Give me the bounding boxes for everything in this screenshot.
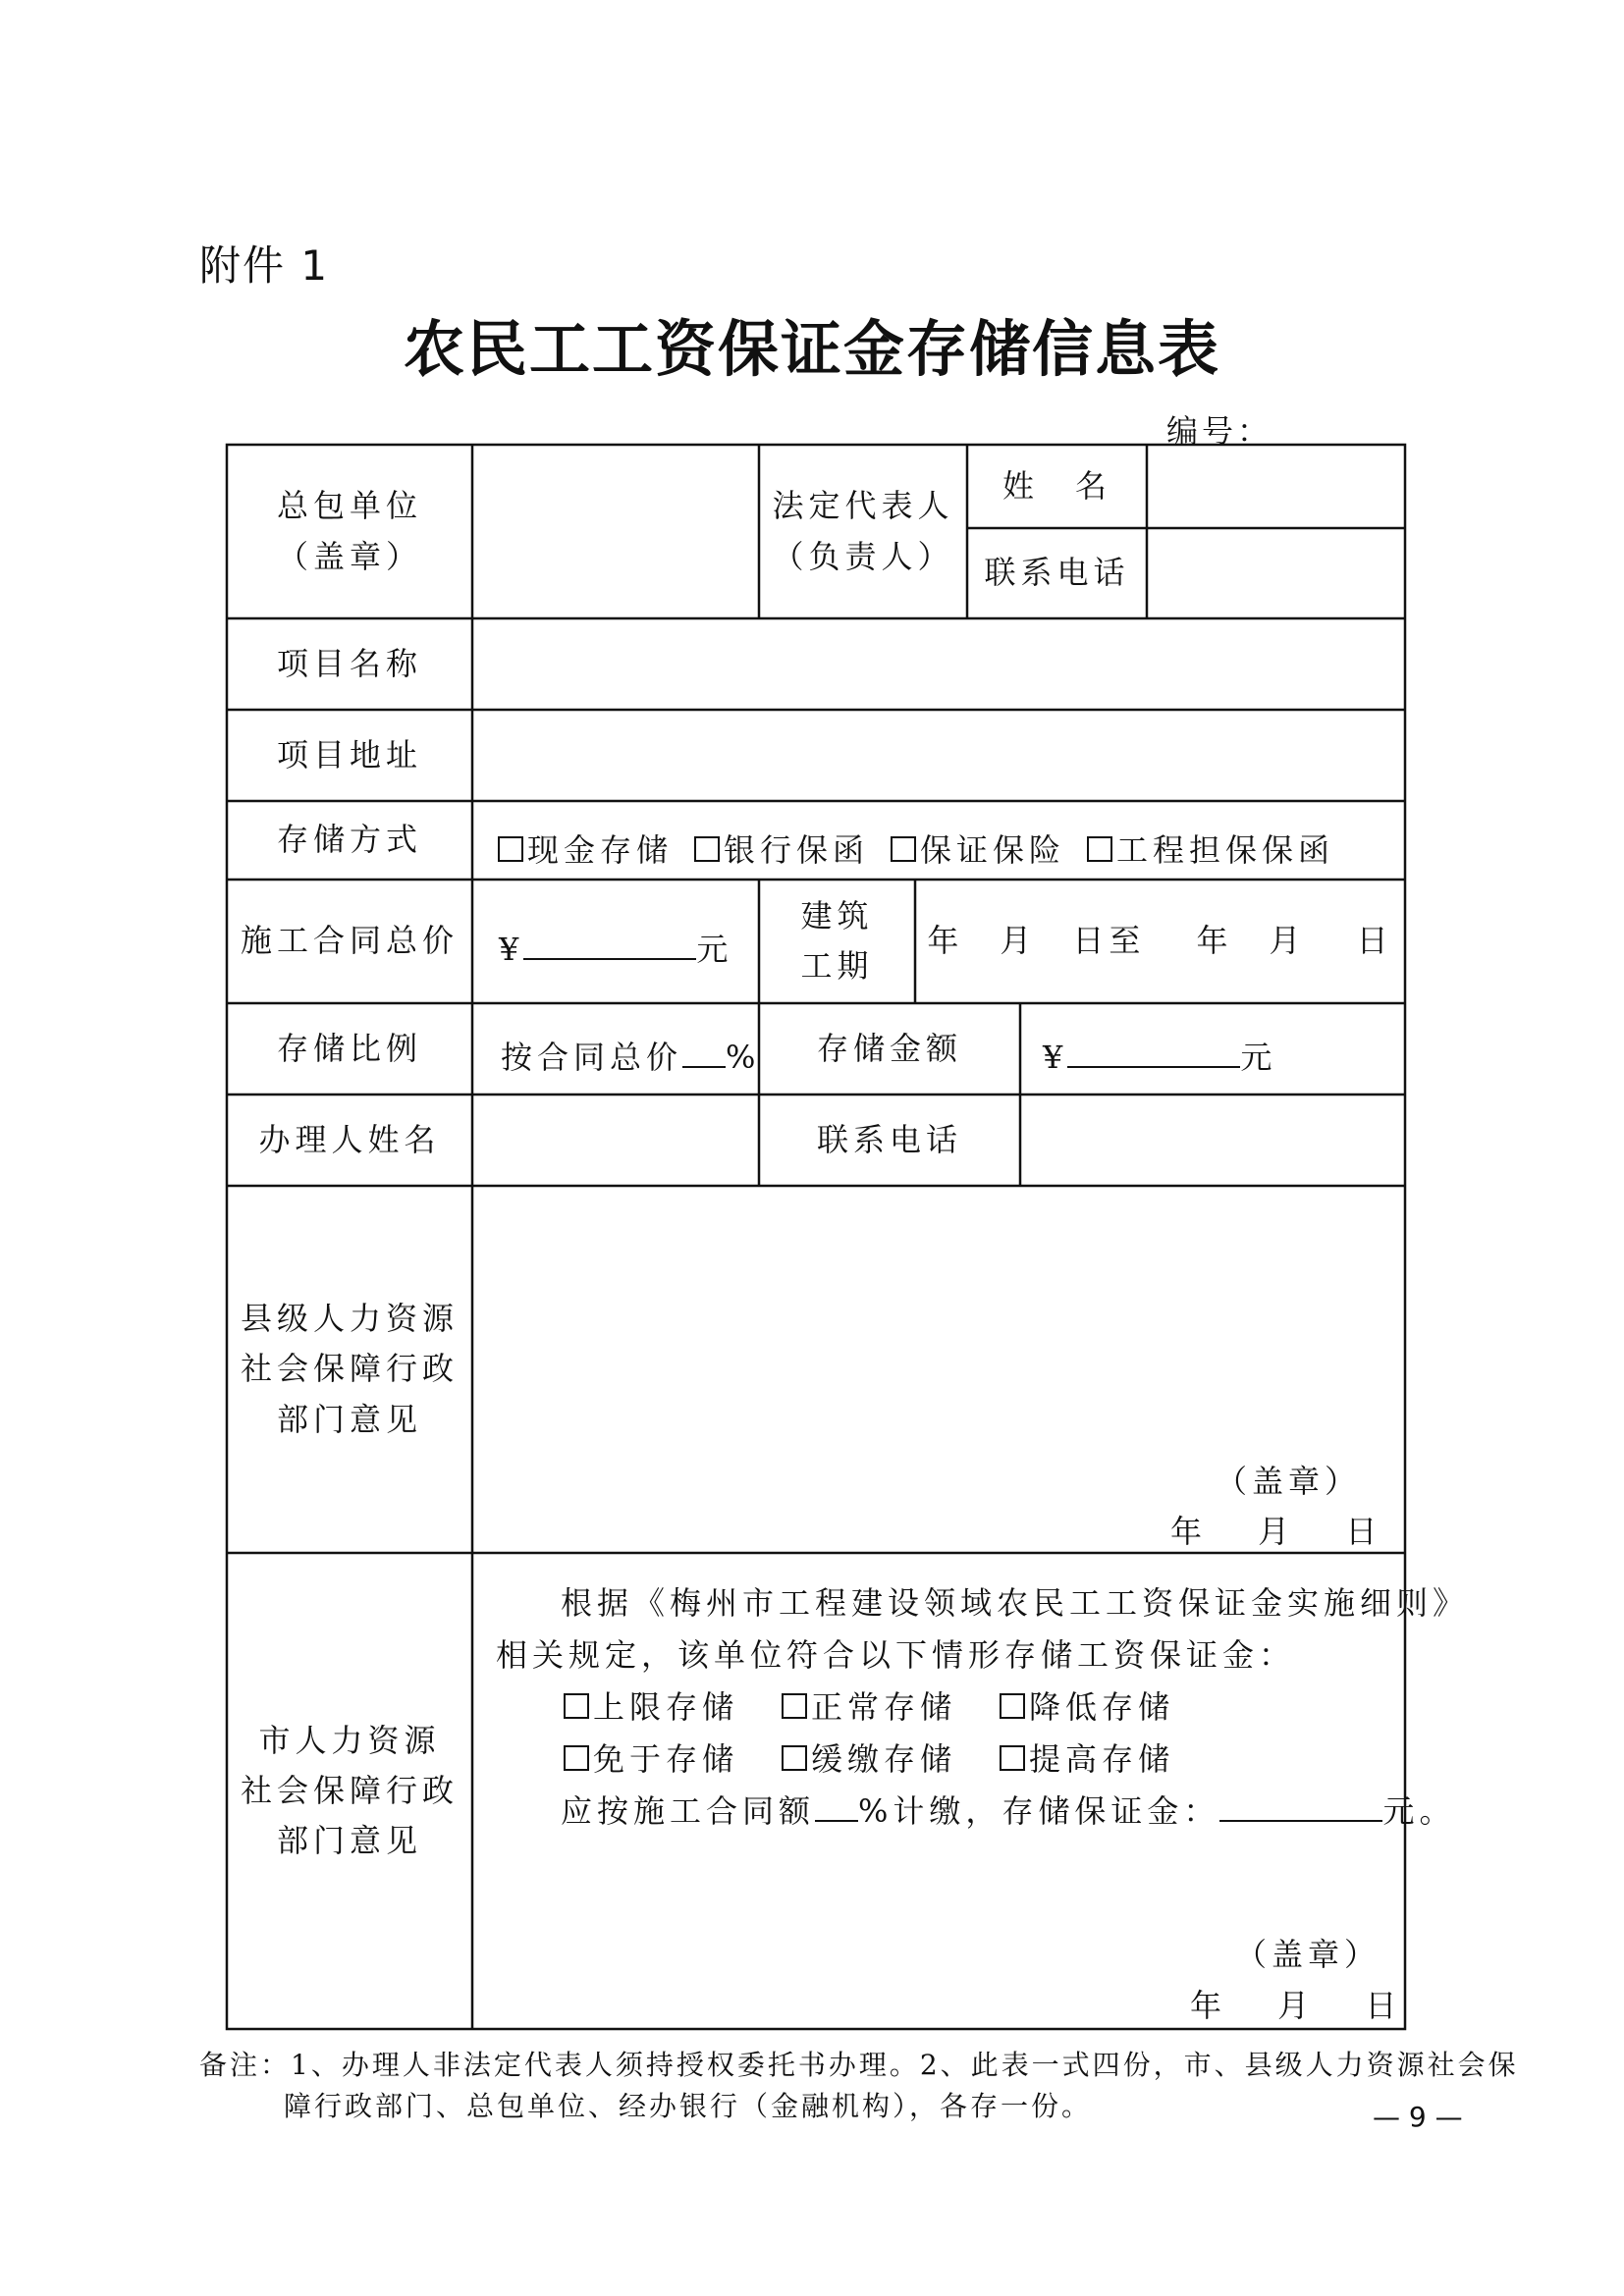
storage-option[interactable]: 银行保函: [694, 831, 869, 869]
page-number: — 9 —: [1373, 2101, 1463, 2133]
construction-period-value[interactable]: 年 月 日至 年 月 日: [927, 922, 1393, 960]
checkbox[interactable]: [694, 836, 720, 862]
city-option[interactable]: 正常存储: [782, 1688, 956, 1726]
checkbox[interactable]: [1000, 1745, 1025, 1771]
city-option[interactable]: 提高存储: [1000, 1740, 1174, 1778]
checkbox[interactable]: [498, 836, 523, 862]
note-line-2: 障行政部门、总包单位、经办银行（金融机构），各存一份。: [284, 2090, 1093, 2122]
construction-period-label: 建筑 工期: [800, 896, 874, 985]
handler-name-label: 办理人姓名: [258, 1120, 441, 1158]
serial-label: 编号：: [1166, 412, 1273, 450]
storage-ratio-label: 存储比例: [276, 1029, 422, 1067]
storage-ratio-field[interactable]: 按合同总价 %: [501, 1033, 760, 1078]
checkbox[interactable]: [564, 1745, 589, 1771]
checkbox[interactable]: [782, 1745, 807, 1771]
storage-method-label: 存储方式: [276, 821, 422, 859]
city-options-row-1: [564, 1682, 1174, 1728]
county-dept-label: 县级人力资源 社会保障行政 部门意见: [240, 1300, 459, 1438]
checkbox[interactable]: [1000, 1693, 1025, 1719]
city-date: 年 月 日: [1190, 1987, 1402, 2024]
note-line-1: 备注：1、办理人非法定代表人须持授权委托书办理。2、此表一式四份，市、县级人力资源社会保: [199, 2049, 1519, 2081]
checkbox[interactable]: [891, 836, 916, 862]
project-address-label: 项目地址: [276, 735, 422, 774]
storage-option[interactable]: 现金存储: [498, 831, 673, 869]
contractor-label: 总包单位 （盖章）: [276, 487, 422, 575]
city-text-line-2: 相关规定，该单位符合以下情形存储工资保证金：: [496, 1636, 1296, 1674]
phone-label: 联系电话: [984, 554, 1130, 592]
city-option[interactable]: 上限存储: [564, 1688, 738, 1726]
storage-option[interactable]: 保证保险: [891, 831, 1065, 869]
city-text-line-1: 根据《梅州市工程建设领域农民工工资保证金实施细则》: [561, 1584, 1470, 1622]
checkbox[interactable]: [782, 1693, 807, 1719]
project-name-label: 项目名称: [276, 644, 422, 682]
county-seal: （盖章）: [1216, 1463, 1362, 1500]
contract-price-label: 施工合同总价: [240, 922, 459, 960]
city-rate-line[interactable]: 应按施工合同额 %计缴，存储保证金： 元。: [561, 1787, 1455, 1832]
handler-phone-label: 联系电话: [816, 1120, 962, 1158]
city-option[interactable]: 缓缴存储: [782, 1740, 956, 1778]
storage-amount-field[interactable]: ¥ 元: [1043, 1033, 1276, 1078]
city-option[interactable]: 免于存储: [564, 1740, 738, 1778]
city-options-row-2: [564, 1735, 1174, 1780]
checkbox[interactable]: [1087, 836, 1112, 862]
storage-amount-label: 存储金额: [816, 1029, 962, 1067]
storage-option[interactable]: 工程担保保函: [1087, 831, 1334, 869]
county-date: 年 月 日: [1170, 1513, 1382, 1550]
storage-method-options: [498, 826, 1334, 871]
page-title: 农民工工资保证金存储信息表: [403, 313, 1220, 385]
checkbox[interactable]: [564, 1693, 589, 1719]
city-seal: （盖章）: [1235, 1936, 1381, 1973]
name-label: 姓 名: [1001, 466, 1111, 505]
city-option[interactable]: 降低存储: [1000, 1688, 1174, 1726]
contract-price-field[interactable]: ¥ 元: [499, 925, 732, 970]
city-dept-label: 市人力资源 社会保障行政 部门意见: [240, 1721, 459, 1860]
annex-label: 附件 1: [199, 241, 330, 290]
legal-rep-label: 法定代表人 （负责人）: [772, 487, 954, 575]
